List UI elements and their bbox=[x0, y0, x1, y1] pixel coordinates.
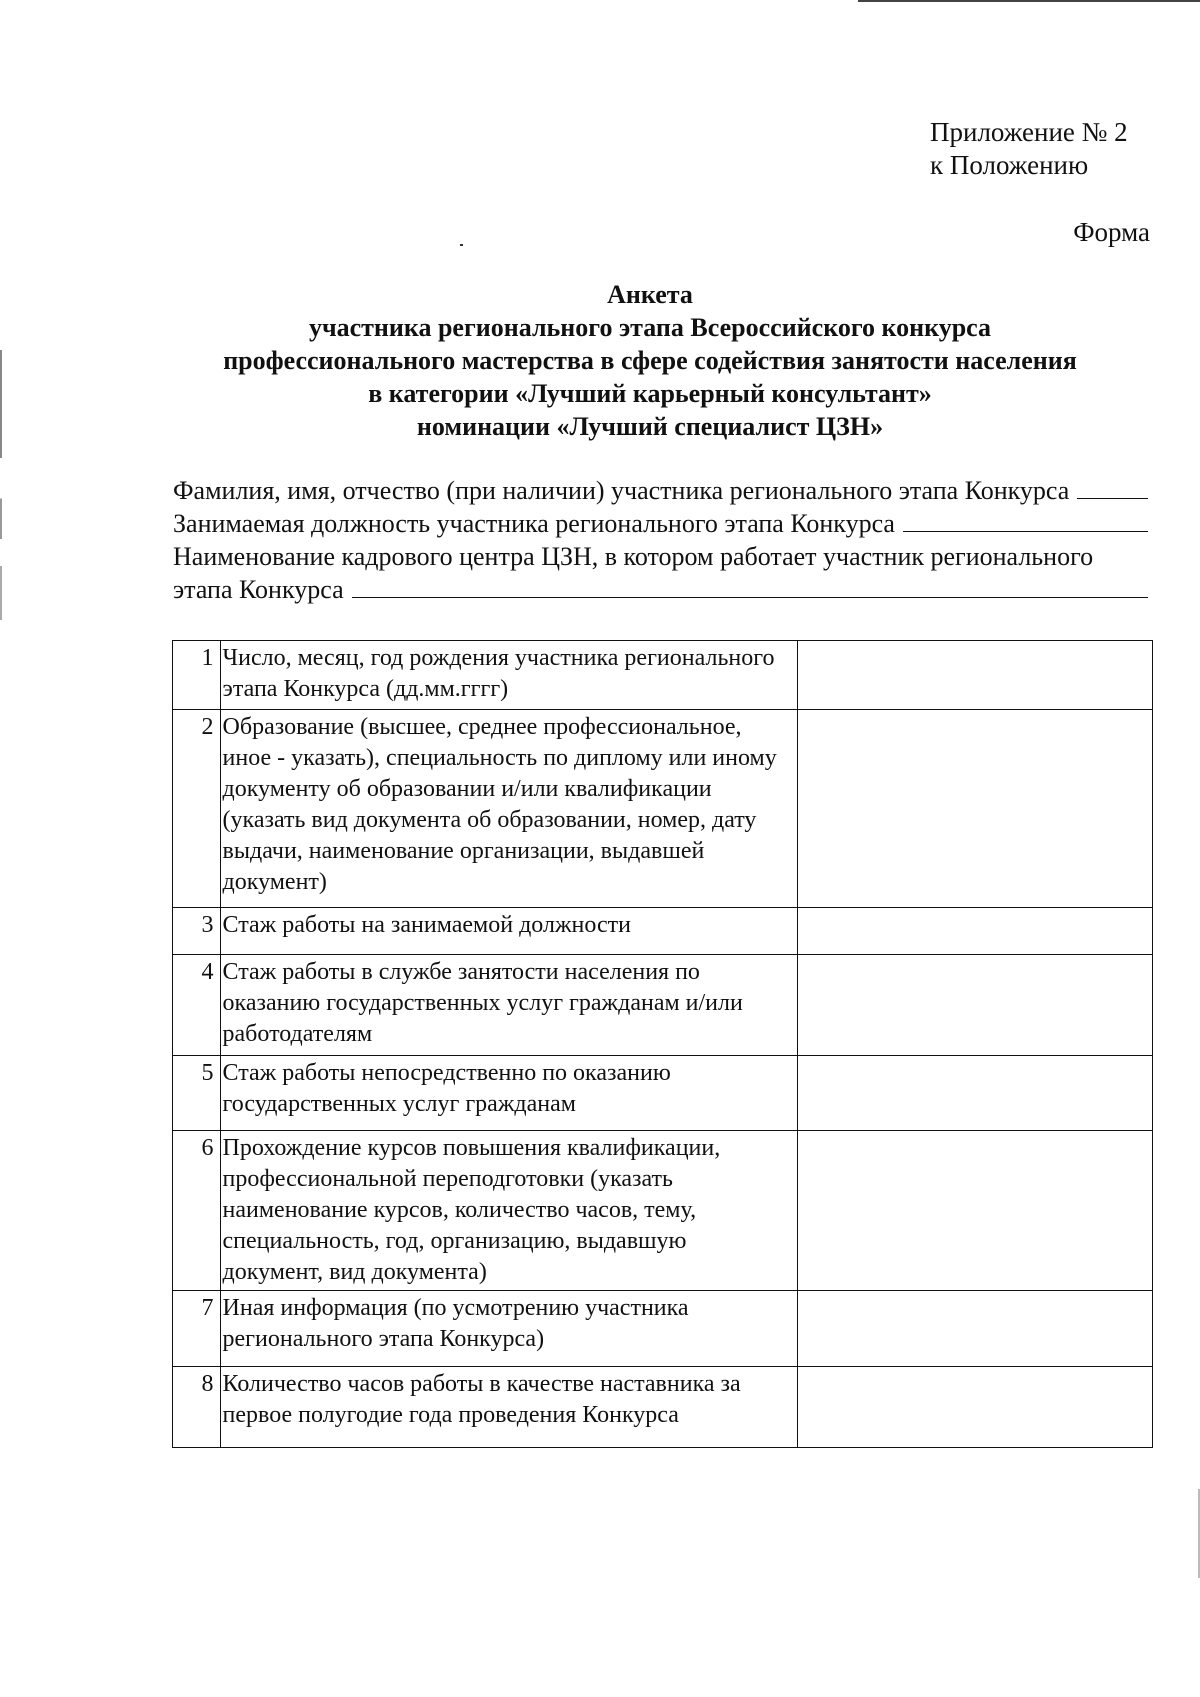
row-question: Стаж работы в службе занятости населения по оказанию государственных услуг гражданам и/или работодателям bbox=[220, 955, 797, 1056]
row-question: Образование (высшее, среднее профессиональное, иное - указать), специальность по диплому или иному документу об образовании и/или квалификации (указать вид документа об образовании, номер, дату выдачи, наименование организации, выдавшей документ) bbox=[220, 710, 797, 908]
table-row bbox=[173, 641, 1153, 710]
title-line-2: участника регионального этапа Всероссийского конкурса bbox=[308, 313, 992, 342]
row-number: 1 bbox=[173, 641, 221, 710]
row-answer-cell[interactable] bbox=[797, 710, 1152, 908]
row-question: Количество часов работы в качестве наставника за первое полугодие года проведения Конкурса bbox=[220, 1367, 797, 1448]
table-row bbox=[173, 1291, 1153, 1367]
table-row bbox=[173, 955, 1153, 1056]
row-number: 8 bbox=[173, 1367, 221, 1448]
center-label-line-2: этапа Конкурса bbox=[173, 575, 344, 604]
title-line-5: номинации «Лучший специалист ЦЗН» bbox=[416, 412, 884, 441]
table-row bbox=[173, 1367, 1153, 1448]
position-blank[interactable] bbox=[903, 507, 1148, 532]
center-field-line-2 bbox=[173, 573, 1148, 606]
scan-speck bbox=[460, 244, 463, 246]
row-number: 2 bbox=[173, 710, 221, 908]
row-answer-cell[interactable] bbox=[797, 1131, 1152, 1291]
full-name-label: Фамилия, имя, отчество (при наличии) участника регионального этапа Конкурса bbox=[173, 476, 1070, 505]
row-question: Прохождение курсов повышения квалификации, профессиональной переподготовки (указать наименование курсов, количество часов, тему, специальность, год, организацию, выдавшую документ, вид документа) bbox=[220, 1131, 797, 1291]
full-name-field bbox=[173, 474, 1148, 507]
row-answer-cell[interactable] bbox=[797, 908, 1152, 955]
table-row bbox=[173, 908, 1153, 955]
row-answer-cell[interactable] bbox=[797, 1291, 1152, 1367]
document-title bbox=[150, 278, 1150, 443]
row-question: Стаж работы непосредственно по оказанию государственных услуг гражданам bbox=[220, 1056, 797, 1131]
row-number: 5 bbox=[173, 1056, 221, 1131]
full-name-blank[interactable] bbox=[1077, 474, 1148, 499]
row-number: 4 bbox=[173, 955, 221, 1056]
title-line-3: профессионального мастерства в сфере содействия занятости населения bbox=[223, 346, 1077, 375]
title-line-4: в категории «Лучший карьерный консультант» bbox=[368, 379, 932, 408]
form-label: Форма bbox=[1073, 217, 1150, 247]
table-row bbox=[173, 710, 1153, 908]
annex-number: Приложение № 2 bbox=[930, 117, 1128, 147]
row-number: 6 bbox=[173, 1131, 221, 1291]
table-row bbox=[173, 1056, 1153, 1131]
row-answer-cell[interactable] bbox=[797, 1367, 1152, 1448]
position-label: Занимаемая должность участника регионального этапа Конкурса bbox=[173, 509, 895, 538]
row-answer-cell[interactable] bbox=[797, 1056, 1152, 1131]
row-number: 7 bbox=[173, 1291, 221, 1367]
row-question: Иная информация (по усмотрению участника регионального этапа Конкурса) bbox=[220, 1291, 797, 1367]
row-answer-cell[interactable] bbox=[797, 641, 1152, 710]
center-blank[interactable] bbox=[352, 573, 1148, 598]
center-field-line-1 bbox=[173, 540, 1148, 573]
questionnaire-table bbox=[172, 640, 1153, 1448]
scan-edge-line bbox=[858, 0, 1200, 2]
table-row bbox=[173, 1131, 1153, 1291]
row-question: Число, месяц, год рождения участника регионального этапа Конкурса (дд.мм.гггг) bbox=[220, 641, 797, 710]
scan-left-edge bbox=[0, 350, 2, 620]
row-number: 3 bbox=[173, 908, 221, 955]
position-field bbox=[173, 507, 1148, 540]
annex-regulation: к Положению bbox=[930, 150, 1089, 180]
row-question: Стаж работы на занимаемой должности bbox=[220, 908, 797, 955]
row-answer-cell[interactable] bbox=[797, 955, 1152, 1056]
title-line-1: Анкета bbox=[607, 280, 693, 309]
center-label-line-1: Наименование кадрового центра ЦЗН, в котором работает участник регионального bbox=[173, 542, 1094, 571]
annex-reference bbox=[930, 116, 1128, 182]
participant-fields bbox=[173, 474, 1148, 606]
